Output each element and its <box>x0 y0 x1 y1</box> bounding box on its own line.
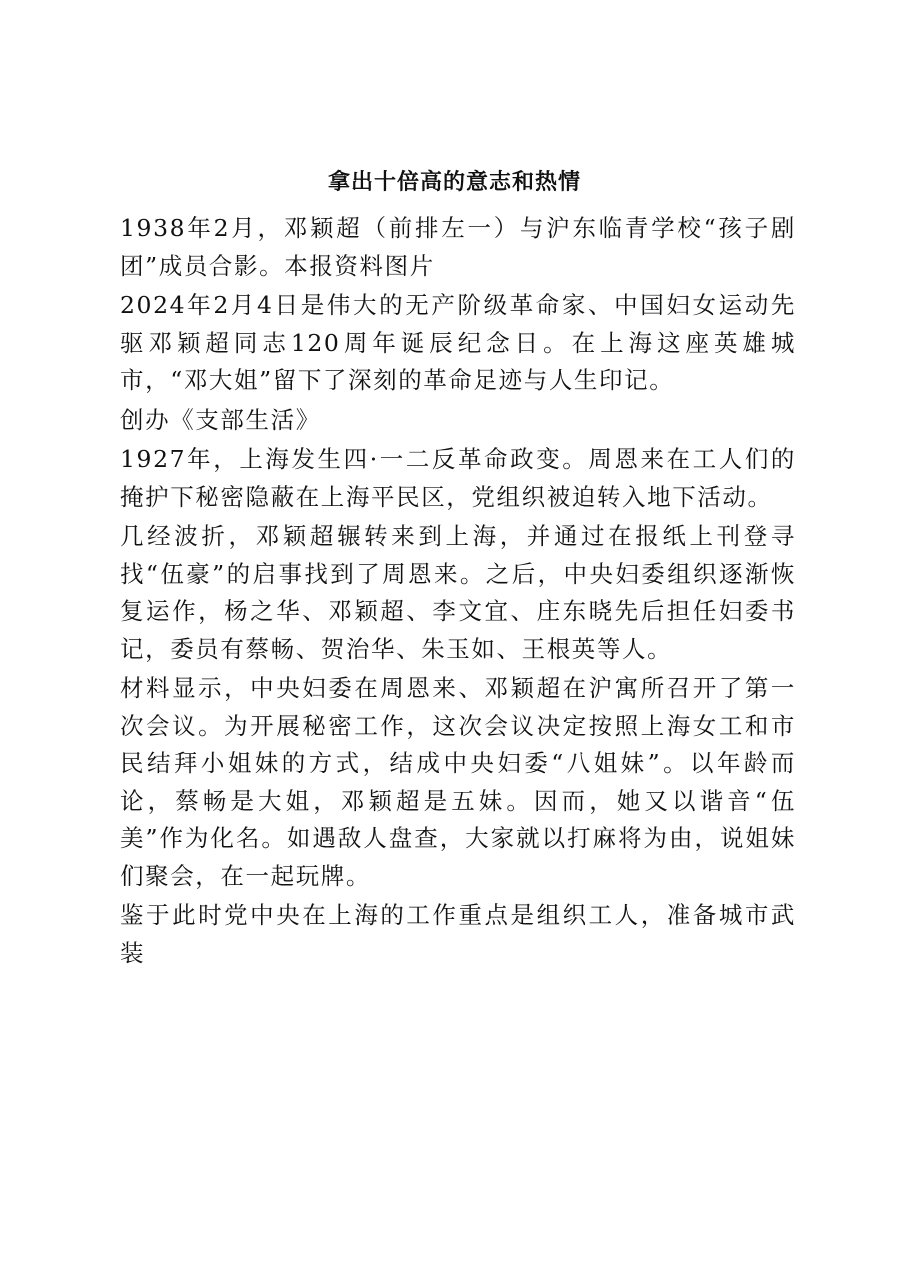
document-body <box>120 210 796 974</box>
body-paragraph: 几经波折，邓颖超辗转来到上海，并通过在报纸上刊登寻找“伍豪”的启事找到了周恩来。之后，中央妇委组织逐渐恢复运作，杨之华、邓颖超、李文宜、庄东晓先后担任妇委书记，委员有蔡畅、贺治华、朱玉如、王根英等人。 <box>120 522 796 663</box>
document-title: 拿出十倍高的意志和热情 <box>327 169 581 195</box>
body-paragraph: 鉴于此时党中央在上海的工作重点是组织工人，准备城市武装 <box>120 901 796 967</box>
photo-caption-paragraph: 1938年2月，邓颖超（前排左一）与沪东临青学校“孩子剧团”成员合影。本报资料图片 <box>120 214 796 280</box>
intro-paragraph: 2024年2月4日是伟大的无产阶级革命家、中国妇女运动先驱邓颖超同志120周年诞辰纪念日。在上海这座英雄城市，“邓大姐”留下了深刻的革命足迹与人生印记。 <box>120 291 796 394</box>
body-paragraph: 材料显示，中央妇委在周恩来、邓颖超在沪寓所召开了第一次会议。为开展秘密工作，这次会议决定按照上海女工和市民结拜小姐妹的方式，结成中央妇委“八姐妹”。以年龄而论，蔡畅是大姐，邓颖超是五妹。因而，她又以谐音“伍美”作为化名。如遇敌人盘查，大家就以打麻将为由，说姐妹们聚会，在一起玩牌。 <box>120 674 796 890</box>
section-heading: 创办《支部生活》 <box>120 405 321 434</box>
body-paragraph: 1927年，上海发生四·一二反革命政变。周恩来在工人们的掩护下秘密隐蔽在上海平民区，党组织被迫转入地下活动。 <box>120 445 796 511</box>
